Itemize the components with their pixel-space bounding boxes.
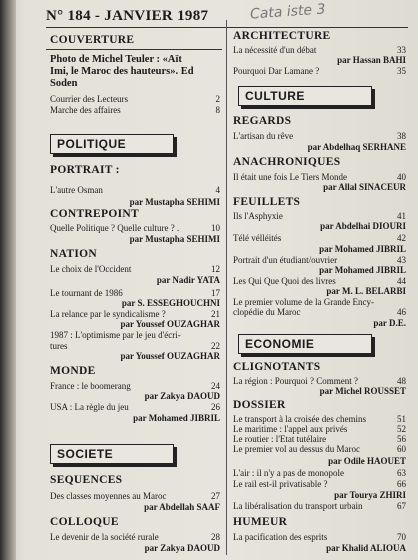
regards-heading: REGARDS xyxy=(233,115,292,127)
toc-entry-author: par Odile HAOUET xyxy=(328,456,406,466)
toc-entry-author: par S. ESSEGHOUCHNI xyxy=(121,298,220,308)
section-politique: POLITIQUE xyxy=(50,134,174,154)
nation-heading: NATION xyxy=(50,248,97,260)
toc-entry-page: 33 xyxy=(397,45,406,55)
handwritten-annotation: Cata iste 3 xyxy=(249,1,326,23)
dossier-heading: DOSSIER xyxy=(233,399,286,411)
toc-entry-page: 43 xyxy=(397,255,406,265)
toc-entry-title: Marche des affaires xyxy=(50,105,121,115)
cover-photo-credit-1: Photo de Michel Teuler : «Aït xyxy=(50,54,182,65)
toc-entry-title: Télé vélléités xyxy=(233,233,282,243)
toc-entry-page: 66 xyxy=(397,479,406,489)
sequences-heading: SEQUENCES xyxy=(50,474,123,486)
binding-shadow xyxy=(0,0,16,560)
toc-entry-page: 27 xyxy=(211,491,220,501)
toc-entry-title: Ils l'Asphyxie xyxy=(233,211,283,221)
toc-entry-page: 38 xyxy=(397,131,406,141)
toc-entry-page: 67 xyxy=(397,501,406,511)
toc-entry-page: 60 xyxy=(397,444,406,454)
toc-entry-title: Pourquoi Dar Lamane ? xyxy=(233,66,320,76)
toc-entry-author: par Mohamed JIBRIL xyxy=(319,265,406,275)
toc-entry-page: 2 xyxy=(215,94,220,104)
toc-entry-title: Quelle Politique ? Quelle culture ? . xyxy=(50,223,180,233)
colloque-heading: COLLOQUE xyxy=(50,516,119,528)
feuillets-heading: FEUILLETS xyxy=(233,196,301,208)
toc-entry-title: L'autre Osman xyxy=(50,185,103,195)
toc-entry-title: L'air : il n'y a pas de monopole xyxy=(233,468,344,478)
toc-entry-title: La nécessité d'un débat xyxy=(233,45,317,55)
toc-entry-author: par Tourya ZHIRI xyxy=(334,490,406,500)
toc-entry-title: Le maritime : l'appel aux privés xyxy=(233,424,348,434)
toc-entry-title: Le tournant de 1986 xyxy=(50,288,123,298)
toc-entry-title: France : le boomerang xyxy=(50,381,131,391)
toc-entry-page: 40 xyxy=(397,172,406,182)
toc-entry-page: 41 xyxy=(397,211,406,221)
toc-entry-title: La pacification des esprits xyxy=(233,532,328,542)
monde-heading: MONDE xyxy=(50,365,96,377)
toc-entry-page: 52 xyxy=(397,424,406,434)
toc-entry-page: 24 xyxy=(211,381,220,391)
cover-photo-credit-3: Soden xyxy=(50,78,78,89)
toc-entry-title: Le premier vol au dessus du Maroc xyxy=(233,444,360,454)
portrait-heading: PORTRAIT : xyxy=(50,164,120,176)
toc-entry-page: 26 xyxy=(211,402,220,412)
issue-header: N° 184 - JANVIER 1987 xyxy=(46,8,209,24)
toc-entry-author: par Zakya DAOUD xyxy=(144,391,220,401)
toc-entry-page: 70 xyxy=(397,532,406,542)
toc-entry-page: 4 xyxy=(215,185,220,195)
toc-entry-author: par Abdelhaq SERHANE xyxy=(307,142,406,152)
toc-entry-title-cont: tures xyxy=(50,341,68,351)
toc-entry-author: par Youssef OUZAGHAR xyxy=(120,351,220,361)
toc-entry-page: 12 xyxy=(211,264,220,274)
toc-entry-page: 63 xyxy=(397,468,406,478)
cover-photo-credit-2: Imi, le Maroc des hauteurs». Ed xyxy=(50,66,194,77)
column-divider xyxy=(226,20,227,555)
toc-entry-author: par Allal SINACEUR xyxy=(323,182,406,192)
toc-entry-page: 17 xyxy=(211,288,220,298)
toc-entry-page: 44 xyxy=(397,276,406,286)
header-rule xyxy=(46,27,408,28)
toc-entry-title-cont: clopédie du Maroc xyxy=(233,307,301,317)
architecture-heading: ARCHITECTURE xyxy=(233,30,331,42)
toc-entry-author: par Abdelhai DIOURI xyxy=(320,221,406,231)
toc-entry-title: Les Qui Que Quoi des livres xyxy=(233,276,336,286)
section-economie: ECONOMIE xyxy=(238,334,372,354)
toc-entry-title: Portrait d'un étudiant/ouvrier xyxy=(233,255,338,265)
toc-entry-author: par D.E. xyxy=(373,318,406,328)
toc-entry-title: Le choix de l'Occident xyxy=(50,264,132,274)
clignotants-heading: CLIGNOTANTS xyxy=(233,361,321,373)
toc-entry-page: 42 xyxy=(397,233,406,243)
toc-entry-page: 22 xyxy=(211,341,220,351)
toc-entry-title: La région : Pourquoi ? Comment ? xyxy=(233,376,358,386)
toc-entry-title: Courrier des Lecteurs xyxy=(50,94,128,104)
section-culture: CULTURE xyxy=(238,86,372,106)
toc-entry-author: par Mustapha SEHIMI xyxy=(129,197,220,207)
toc-entry-title: Le transport à la croisée des chemins xyxy=(233,414,366,424)
toc-entry-author: par Nadir YATA xyxy=(156,275,220,285)
toc-entry-title: Le routier : l'Etat tutélaire xyxy=(233,434,327,444)
toc-entry-title: La libéralisation du transport urbain xyxy=(233,501,363,511)
section-societe: SOCIETE xyxy=(50,444,174,464)
toc-entry-author: par Zakya DAOUD xyxy=(144,543,220,553)
toc-entry-author: par Khalid ALIOUA xyxy=(326,543,406,553)
toc-entry-title: 1987 : L'optimisme par le jeu d'écri- xyxy=(50,330,181,340)
toc-entry-author: par Mustapha SEHIMI xyxy=(129,234,220,244)
toc-entry-author: par Abdellah SAAF xyxy=(144,502,220,512)
toc-entry-title: La relance par le syndicalisme ? xyxy=(50,309,166,319)
couverture-heading: COUVERTURE xyxy=(50,34,135,46)
anachroniques-heading: ANACHRONIQUES xyxy=(233,156,341,168)
toc-entry-author: par Michel ROUSSET xyxy=(319,386,406,396)
toc-entry-page: 10 xyxy=(211,223,220,233)
toc-entry-title: Le devenir de la société rurale xyxy=(50,532,159,542)
toc-entry-page: 56 xyxy=(397,434,406,444)
toc-entry-title: Des classes moyennes au Maroc xyxy=(50,491,167,501)
toc-entry-author: par Hassan BAHI xyxy=(337,55,406,65)
toc-entry-title: USA : La règle du jeu xyxy=(50,402,129,412)
toc-entry-page: 28 xyxy=(211,532,220,542)
toc-entry-title: Le premier volume de la Grande Ency- xyxy=(233,297,374,307)
contrepoint-heading: CONTREPOINT xyxy=(50,208,139,220)
toc-entry-page: 35 xyxy=(397,66,406,76)
toc-entry-title: Il était une fois Le Tiers Monde xyxy=(233,172,347,182)
toc-entry-page: 51 xyxy=(397,414,406,424)
toc-entry-page: 8 xyxy=(215,105,220,115)
toc-entry-author: par M. L. BELARBI xyxy=(326,286,406,296)
toc-entry-title: Le rail est-il privatisable ? xyxy=(233,479,328,489)
toc-entry-author: par Mohamed JIBRIL xyxy=(133,413,220,423)
toc-entry-author: par Youssef OUZAGHAR xyxy=(120,319,220,329)
toc-entry-author: par Mohamed JIBRIL xyxy=(319,244,406,254)
toc-entry-page: 21 xyxy=(211,309,220,319)
humeur-heading: HUMEUR xyxy=(233,516,288,528)
toc-entry-title: L'artisan du rêve xyxy=(233,131,294,141)
toc-entry-page: 48 xyxy=(397,376,406,386)
toc-entry-page: 46 xyxy=(397,307,406,317)
couverture-rule xyxy=(46,49,222,50)
